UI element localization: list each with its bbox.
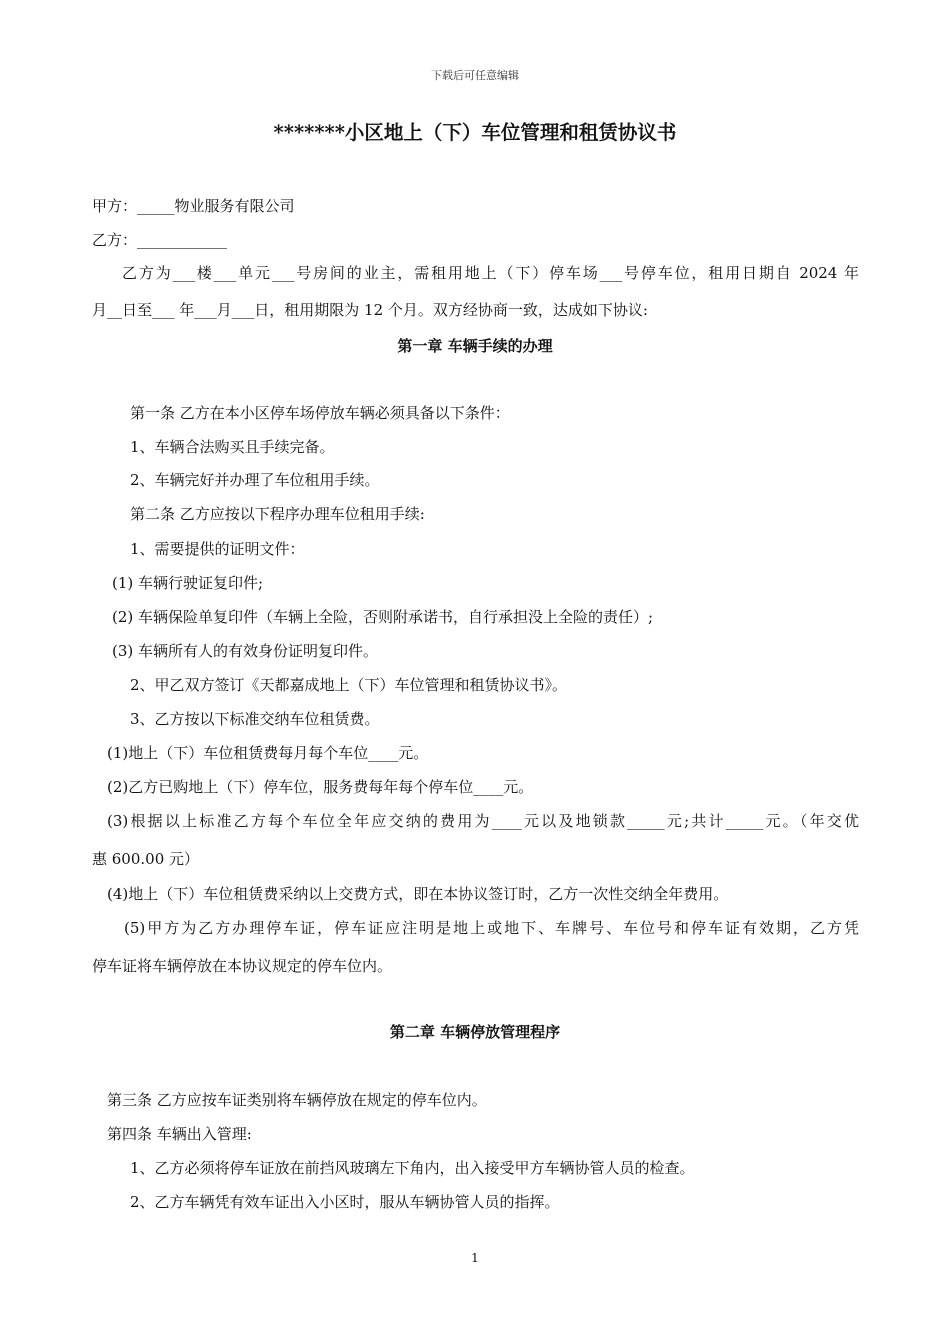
chapter-2-title: 第二章 车辆停放管理程序: [389, 1023, 561, 1041]
article-3: 第三条 乙方应按车证类别将车辆停放在规定的停车位内。: [107, 1091, 487, 1109]
article-2-item-2: 2、甲乙双方签订《天都嘉成地上（下）车位管理和租赁协议书》。: [130, 676, 568, 694]
document-item-1: (1) 车辆行驶证复印件;: [112, 574, 264, 592]
article-2-item-3: 3、乙方按以下标准交纳车位租赁费。: [130, 710, 380, 728]
article-1-item-2: 2、车辆完好并办理了车位租用手续。: [130, 471, 380, 489]
fee-item-1: (1)地上（下）车位租赁费每月每个车位____元。: [107, 744, 429, 762]
article-2-item-1: 1、需要提供的证明文件：: [130, 540, 305, 558]
article-4: 第四条 车辆出入管理:: [107, 1125, 252, 1143]
intro-line-1: 乙方为___楼___单元___号房间的业主，需租用地上（下）停车场___号停车位，租用日期自 2024 年: [122, 264, 859, 282]
page-number: 1: [471, 1251, 479, 1265]
page-header-note: 下载后可任意编辑: [431, 69, 519, 82]
fee-item-3-line-2: 惠 600.00 元）: [92, 850, 200, 868]
intro-line-2: 月__日至___ 年___月___日，租用期限为 12 个月。双方经协商一致，达成如下协议:: [92, 301, 648, 319]
fee-item-5-line-2: 停车证将车辆停放在本协议规定的停车位内。: [92, 957, 393, 975]
article-1-item-1: 1、车辆合法购买且手续完备。: [130, 438, 335, 456]
article-4-item-1: 1、乙方必须将停车证放在前挡风玻璃左下角内，出入接受甲方车辆协管人员的检查。: [130, 1159, 695, 1177]
party-b-line: 乙方：____________: [92, 231, 228, 249]
fee-item-2: (2)乙方已购地上（下）停车位，服务费每年每个停车位____元。: [107, 778, 534, 796]
article-2: 第二条 乙方应按以下程序办理车位租用手续:: [130, 505, 425, 523]
party-a-line: 甲方：_____物业服务有限公司: [92, 197, 295, 215]
document-item-3: (3) 车辆所有人的有效身份证明复印件。: [112, 642, 379, 660]
fee-item-4: (4)地上（下）车位租赁费采纳以上交费方式，即在本协议签订时，乙方一次性交纳全年费用。: [107, 885, 729, 903]
article-4-item-2: 2、乙方车辆凭有效车证出入小区时，服从车辆协管人员的指挥。: [130, 1193, 560, 1211]
fee-item-3-line-1: (3)根据以上标准乙方每个车位全年应交纳的费用为____元以及地锁款_____元;共计_____元。（年交优: [107, 812, 859, 830]
chapter-1-title: 第一章 车辆手续的办理: [397, 337, 553, 355]
fee-item-5-line-1: (5)甲方为乙方办理停车证，停车证应注明是地上或地下、车牌号、车位号和停车证有效期，乙方凭: [124, 919, 859, 937]
document-item-2: (2) 车辆保险单复印件（车辆上全险，否则附承诺书，自行承担没上全险的责任）;: [112, 608, 654, 626]
document-title: *******小区地上（下）车位管理和租赁协议书: [273, 121, 677, 144]
article-1: 第一条 乙方在本小区停车场停放车辆必须具备以下条件：: [130, 404, 510, 422]
